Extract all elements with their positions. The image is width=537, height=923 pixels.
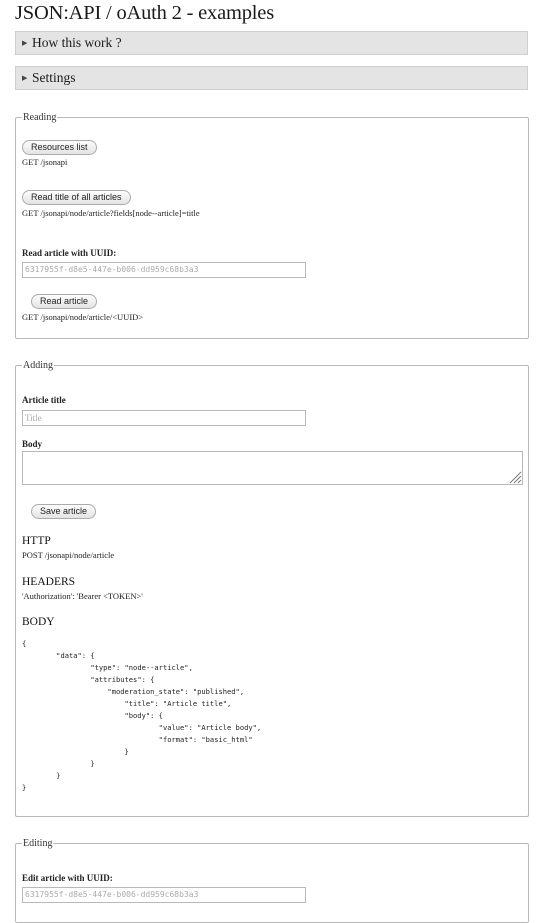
read-uuid-input[interactable]: 6317955f-d8e5-447e-b006-dd959c68b3a3 (22, 262, 306, 278)
adding-legend: Adding (23, 360, 53, 371)
edit-uuid-label: Edit article with UUID: (22, 873, 113, 883)
article-title-input[interactable]: Title (22, 410, 306, 426)
reading-legend: Reading (23, 112, 57, 123)
details-how-this-works[interactable] (15, 31, 528, 55)
resources-list-button[interactable]: Resources list (22, 140, 97, 155)
details-settings[interactable] (15, 66, 528, 90)
save-article-button[interactable]: Save article (31, 504, 96, 519)
resources-endpoint: GET /jsonapi (22, 157, 68, 167)
read-article-button[interactable]: Read article (31, 294, 97, 309)
headers-heading: HEADERS (22, 576, 76, 588)
article-title-label: Article title (22, 395, 66, 405)
body-heading: BODY (22, 616, 55, 628)
http-value: POST /jsonapi/node/article (22, 550, 115, 560)
page-title: JSON:API / oAuth 2 - examples (15, 2, 274, 24)
resize-grip-icon[interactable] (508, 470, 522, 484)
body-label: Body (22, 439, 43, 449)
headers-value: 'Authorization': 'Bearer <TOKEN>' (22, 591, 143, 601)
body-textarea[interactable] (22, 451, 523, 485)
titles-endpoint: GET /jsonapi/node/article?fields[node--article]=title (22, 208, 200, 218)
editing-legend: Editing (23, 838, 53, 849)
disclosure-triangle-icon: ▶ (22, 39, 28, 47)
disclosure-triangle-icon: ▶ (22, 74, 28, 82)
details-summary-label: How this work ? (32, 35, 122, 50)
http-heading: HTTP (22, 535, 51, 547)
edit-uuid-input[interactable]: 6317955f-d8e5-447e-b006-dd959c68b3a3 (22, 887, 306, 903)
body-code-block: { "data": { "type": "node--article", "attributes": { "moderation_state": "published", "title": "Article title", "body": { "value": "Article body", "format": "basic_html" } } } } (22, 639, 262, 792)
read-uuid-label: Read article with UUID: (22, 248, 117, 258)
details-summary-label: Settings (32, 70, 76, 85)
read-endpoint: GET /jsonapi/node/article/<UUID> (22, 312, 144, 322)
read-titles-button[interactable]: Read title of all articles (22, 190, 131, 205)
